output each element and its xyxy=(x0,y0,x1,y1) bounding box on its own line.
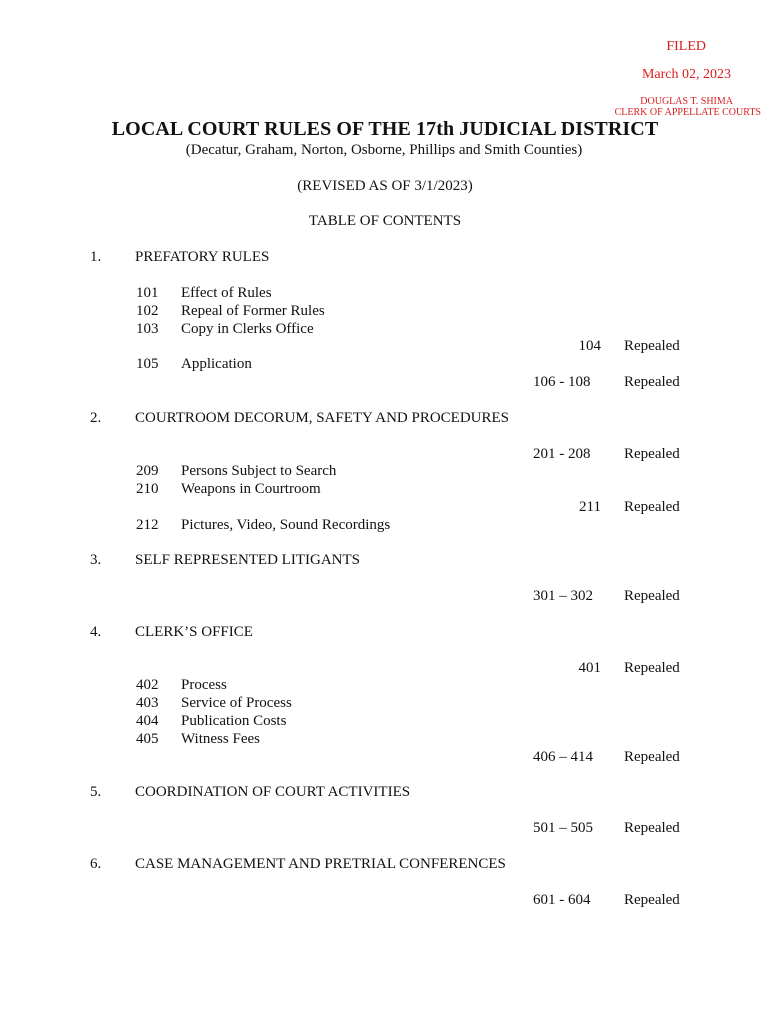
repealed-status: Repealed xyxy=(624,499,680,515)
repealed-status: Repealed xyxy=(624,446,680,462)
section-number: 6. xyxy=(90,856,102,872)
rule-title: Persons Subject to Search xyxy=(181,463,337,479)
repealed-range: 301 – 302 xyxy=(533,588,593,604)
section-number: 5. xyxy=(90,784,102,800)
rule-number: 103 xyxy=(136,321,159,337)
stamp-clerk-title: CLERK OF APPELLATE COURTS xyxy=(614,107,761,118)
rule-title: Publication Costs xyxy=(181,713,287,729)
repealed-range: 601 - 604 xyxy=(533,892,591,908)
revised-date: (REVISED AS OF 3/1/2023) xyxy=(297,178,473,194)
rule-number: 102 xyxy=(136,303,159,319)
document-title: LOCAL COURT RULES OF THE 17th JUDICIAL DISTRICT xyxy=(111,118,659,140)
repealed-status: Repealed xyxy=(624,338,680,354)
stamp-clerk-name: DOUGLAS T. SHIMA xyxy=(640,96,733,107)
rule-title: Weapons in Courtroom xyxy=(181,481,321,497)
section-title: COORDINATION OF COURT ACTIVITIES xyxy=(135,784,411,800)
counties-subtitle: (Decatur, Graham, Norton, Osborne, Phillips and Smith Counties) xyxy=(185,142,583,158)
section-number: 1. xyxy=(90,249,102,265)
rule-number: 105 xyxy=(136,356,159,372)
repealed-range: 106 - 108 xyxy=(533,374,591,390)
toc-heading: TABLE OF CONTENTS xyxy=(308,213,462,229)
rule-number: 402 xyxy=(136,677,159,693)
rule-title: Repeal of Former Rules xyxy=(181,303,325,319)
section-number: 4. xyxy=(90,624,102,640)
rule-title: Process xyxy=(181,677,227,693)
rule-title: Pictures, Video, Sound Recordings xyxy=(181,517,391,533)
repealed-range: 201 - 208 xyxy=(533,446,591,462)
rule-title: Witness Fees xyxy=(181,731,260,747)
section-title: SELF REPRESENTED LITIGANTS xyxy=(135,552,360,568)
repealed-status: Repealed xyxy=(624,820,680,836)
repealed-range: 406 – 414 xyxy=(533,749,593,765)
rule-number: 209 xyxy=(136,463,159,479)
stamp-filed: FILED xyxy=(666,39,706,54)
stamp-date: March 02, 2023 xyxy=(641,67,731,82)
rule-number: 403 xyxy=(136,695,159,711)
repealed-range: 104 xyxy=(578,338,601,354)
repealed-status: Repealed xyxy=(624,588,680,604)
section-title: CLERK’S OFFICE xyxy=(135,624,253,640)
repealed-status: Repealed xyxy=(624,749,680,765)
section-title: COURTROOM DECORUM, SAFETY AND PROCEDURES xyxy=(135,410,510,426)
repealed-status: Repealed xyxy=(624,660,680,676)
repealed-status: Repealed xyxy=(624,892,680,908)
repealed-range: 401 xyxy=(578,660,601,676)
rule-title: Effect of Rules xyxy=(181,285,272,301)
section-number: 3. xyxy=(90,552,102,568)
repealed-range: 211 xyxy=(579,499,601,515)
rule-number: 212 xyxy=(136,517,159,533)
repealed-status: Repealed xyxy=(624,374,680,390)
repealed-range: 501 – 505 xyxy=(533,820,593,836)
rule-number: 404 xyxy=(136,713,159,729)
rule-title: Application xyxy=(181,356,252,372)
rule-title: Copy in Clerks Office xyxy=(181,321,314,337)
section-title: PREFATORY RULES xyxy=(135,249,270,265)
rule-number: 405 xyxy=(136,731,159,747)
section-title: CASE MANAGEMENT AND PRETRIAL CONFERENCES xyxy=(135,856,506,872)
section-number: 2. xyxy=(90,410,102,426)
rule-title: Service of Process xyxy=(181,695,292,711)
rule-number: 101 xyxy=(136,285,159,301)
rule-number: 210 xyxy=(136,481,159,497)
